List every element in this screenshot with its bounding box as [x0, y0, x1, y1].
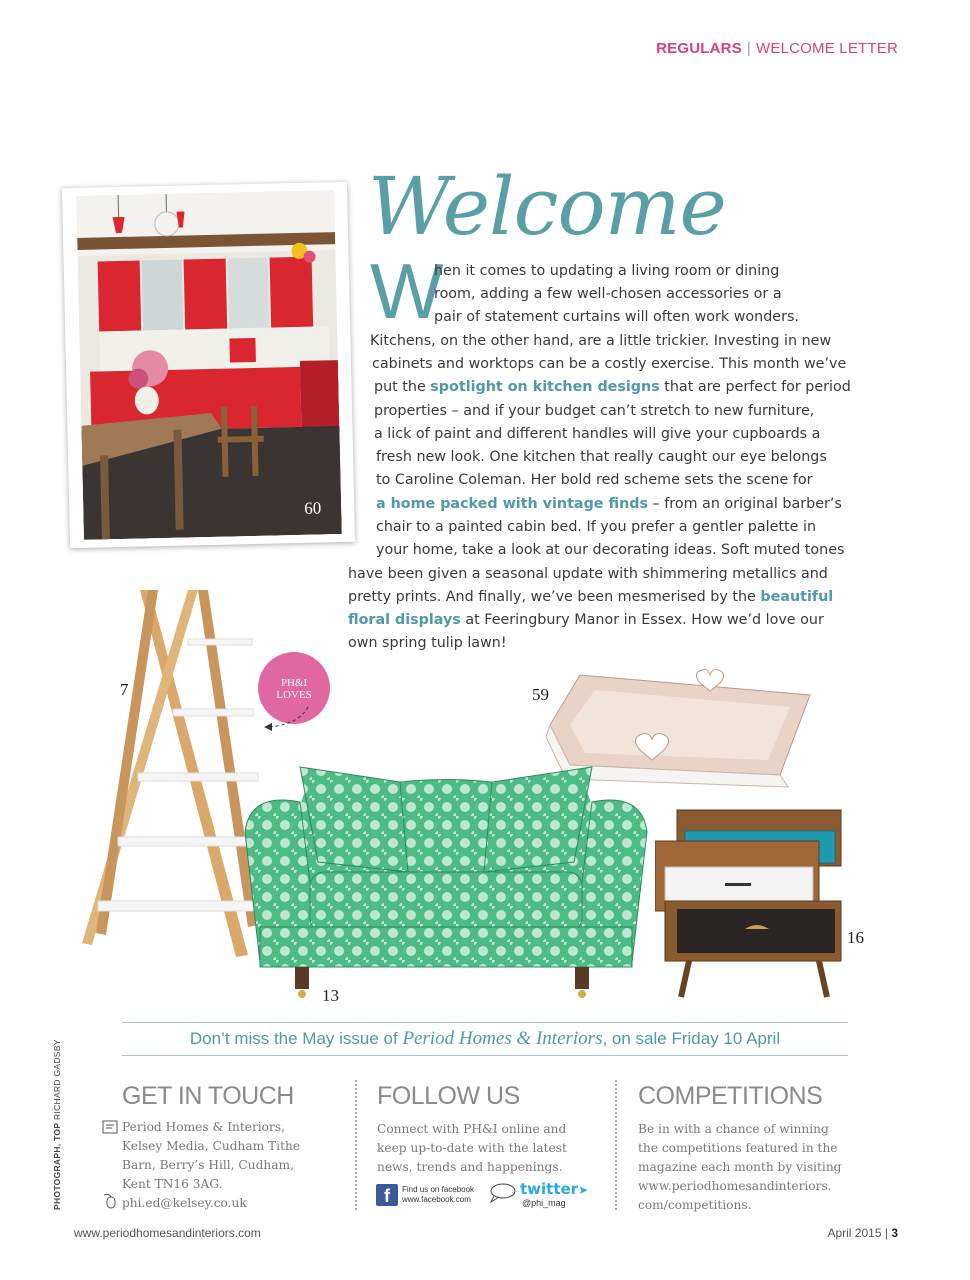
- twitter-bird-icon: ➤: [578, 1183, 589, 1197]
- column-divider: [355, 1080, 357, 1210]
- subsection-label: WELCOME LETTER: [756, 40, 898, 57]
- competitions-line[interactable]: www.periodhomesandinteriors.: [638, 1179, 832, 1193]
- item-number-tray: 59: [532, 685, 549, 704]
- vintage-finds-link[interactable]: a home packed with vintage finds: [376, 496, 648, 512]
- banner-magazine: Period Homes & Interiors: [402, 1028, 603, 1049]
- body-line: have been given a seasonal update with shimmering metallics and: [348, 566, 828, 582]
- contact-email[interactable]: phi.ed@kelsey.co.uk: [122, 1196, 247, 1210]
- get-in-touch-heading: GET IN TOUCH: [122, 1082, 294, 1110]
- twitter-label: twitter: [520, 1180, 579, 1198]
- twitter-handle[interactable]: @phi_mag: [522, 1198, 566, 1208]
- address-line: Kelsey Media, Cudham Tithe: [122, 1139, 301, 1153]
- section-header: [656, 40, 898, 57]
- body-line: a lick of paint and different handles will give your cupboards a: [374, 426, 821, 442]
- body-line: fresh new look. One kitchen that really caught our eye belongs: [376, 449, 827, 465]
- facebook-icon[interactable]: f: [376, 1184, 398, 1206]
- credit-name: RICHARD GADSBY: [52, 1039, 62, 1121]
- kitchen-illustration: [76, 190, 342, 540]
- body-line: cabinets and worktops can be a costly exercise. This month we’ve: [372, 356, 847, 372]
- body-line: to Caroline Coleman. Her bold red scheme sets the scene for: [376, 472, 813, 488]
- address-line: Barn, Berry’s Hill, Cudham,: [122, 1158, 294, 1172]
- body-line: [348, 612, 824, 629]
- facebook-link[interactable]: [402, 1185, 474, 1205]
- body-line: Kitchens, on the other hand, are a little trickier. Investing in new: [370, 333, 832, 349]
- green-sofa-image: [240, 762, 652, 1007]
- competitions-line: Be in with a chance of winning: [638, 1122, 829, 1136]
- follow-us-text: [377, 1120, 567, 1177]
- column-divider: [615, 1080, 617, 1210]
- body-text: put the: [374, 379, 431, 395]
- banner-post: , on sale Friday 10 April: [602, 1029, 781, 1048]
- kitchen-photo: [62, 182, 355, 548]
- drawer-chest-image: [655, 805, 845, 1000]
- body-line: hen it comes to updating a living room or dining: [434, 263, 780, 279]
- drop-cap: W: [370, 247, 444, 335]
- next-issue-banner: [122, 1022, 848, 1056]
- spotlight-link[interactable]: spotlight on kitchen designs: [430, 379, 660, 395]
- banner-pre: Don’t miss the May issue of: [189, 1029, 403, 1048]
- item-number-chest: 16: [847, 928, 864, 947]
- follow-us-heading: FOLLOW US: [377, 1082, 520, 1110]
- credit-label: PHOTOGRAPH, TOP: [52, 1122, 62, 1210]
- body-line: own spring tulip lawn!: [348, 635, 507, 651]
- footer-url[interactable]: www.periodhomesandinteriors.com: [74, 1226, 261, 1240]
- address-line: Kent TN16 3AG.: [122, 1177, 223, 1191]
- follow-line: keep up-to-date with the latest: [377, 1141, 567, 1155]
- body-line: [374, 379, 851, 396]
- body-line: [348, 589, 833, 606]
- footer-separator: |: [884, 1226, 888, 1240]
- badge-line2: LOVES: [276, 689, 312, 701]
- footer-date: April 2015: [827, 1226, 882, 1240]
- page-number: 3: [891, 1226, 898, 1240]
- mail-icon: [102, 1120, 118, 1134]
- competitions-text: [638, 1120, 841, 1215]
- follow-line: Connect with PH&I online and: [377, 1122, 567, 1136]
- get-in-touch-address: [122, 1118, 300, 1194]
- competitions-heading: COMPETITIONS: [638, 1082, 823, 1110]
- facebook-line1: Find us on facebook: [402, 1185, 475, 1194]
- body-text: – from an original barber’s: [648, 496, 842, 512]
- section-label: REGULARS: [656, 40, 742, 57]
- footer-folio: [827, 1226, 898, 1240]
- mouse-icon: [102, 1193, 118, 1209]
- twitter-link[interactable]: [520, 1180, 588, 1198]
- floral-displays-link-cont[interactable]: floral displays: [348, 612, 461, 628]
- competitions-line[interactable]: com/competitions.: [638, 1198, 752, 1212]
- item-number-ladder: 7: [120, 680, 129, 699]
- body-line: [376, 496, 842, 513]
- body-text: that are perfect for period: [659, 379, 851, 395]
- speech-bubble-icon: [488, 1182, 518, 1204]
- badge-line1: PH&I: [280, 677, 308, 689]
- welcome-title: Welcome: [368, 160, 726, 253]
- body-text: at Feeringbury Manor in Essex. How we’d love our: [460, 612, 824, 628]
- body-line: pair of statement curtains will often work wonders.: [434, 309, 799, 325]
- body-line: properties – and if your budget can’t stretch to new furniture,: [374, 403, 815, 419]
- badge-arrow-icon: [258, 705, 318, 735]
- header-separator: |: [746, 40, 752, 57]
- follow-line: news, trends and happenings.: [377, 1160, 563, 1174]
- photo-credit: [52, 1039, 68, 1210]
- body-line: chair to a painted cabin bed. If you prefer a gentler palette in: [376, 519, 816, 535]
- photo-page-ref: 60: [304, 498, 322, 518]
- body-text: pretty prints. And finally, we’ve been mesmerised by the: [348, 589, 761, 605]
- body-line: your home, take a look at our decorating ideas. Soft muted tones: [376, 542, 845, 558]
- floral-displays-link[interactable]: beautiful: [760, 589, 834, 605]
- facebook-line2: www.facebook.com: [402, 1195, 471, 1204]
- address-line: Period Homes & Interiors,: [122, 1120, 285, 1134]
- competitions-line: the competitions featured in the: [638, 1141, 838, 1155]
- item-number-sofa: 13: [322, 986, 339, 1005]
- body-line: room, adding a few well-chosen accessories or a: [434, 286, 782, 302]
- competitions-line: magazine each month by visiting: [638, 1160, 842, 1174]
